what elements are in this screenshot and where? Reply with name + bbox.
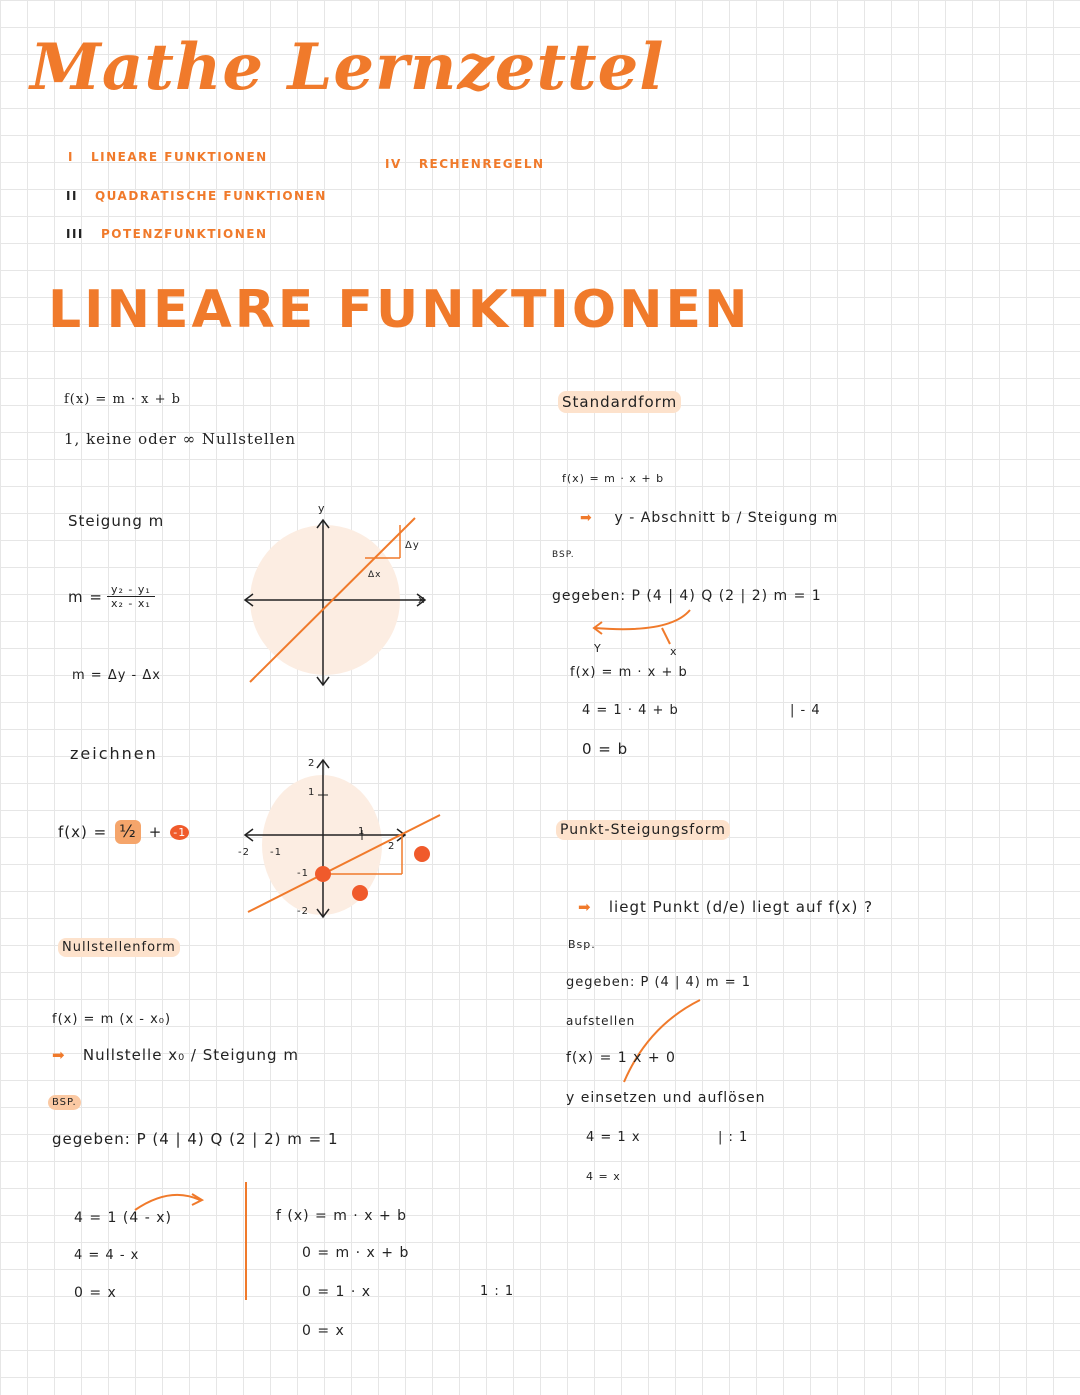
side-op-right: | - 4 [790, 703, 821, 718]
slope-numerator: y₂ - y₁ [107, 583, 155, 597]
draw-prefix: f(x) = [58, 823, 108, 841]
toc-item-3 [66, 227, 268, 241]
calc-right-1: f(x) = m · x + b [570, 665, 688, 680]
marker-dot-2 [414, 846, 430, 862]
toc-label: QUADRATISCHE FUNKTIONEN [94, 189, 327, 203]
toc-label: POTENZFUNKTIONEN [100, 227, 268, 241]
toc-item-1 [68, 150, 268, 164]
graph2-y1: 1 [308, 787, 316, 798]
standard-note: ➡ y - Abschnitt b / Steigung m [580, 510, 839, 526]
calc-a-1: 4 = 1 (4 - x) [74, 1210, 172, 1226]
slope-delta: m = Δy - Δx [72, 668, 161, 683]
side-op-right-2: | : 1 [718, 1130, 749, 1145]
draw-frac: ½ [115, 820, 140, 844]
slope-prefix: m = [68, 587, 103, 606]
point-question: ➡ liegt Punkt (d/e) liegt auf f(x) ? [578, 898, 874, 916]
page-title: Mathe Lernzettel [30, 30, 665, 105]
slope-fraction [68, 583, 155, 610]
graph2-x1: 1 [358, 826, 366, 837]
graph1-y-label: y [318, 502, 326, 515]
standard-formula: f(x) = m · x + b [562, 472, 665, 485]
setup-arrow [618, 996, 708, 1086]
toc-item-2 [66, 189, 327, 203]
marker-dot-1 [352, 885, 368, 901]
draw-label: zeichnen [70, 744, 158, 763]
draw-plus: + [148, 823, 163, 841]
calc-right2-1: 4 = 1 x [586, 1130, 641, 1145]
bsp-label-right-2: Bsp. [568, 938, 596, 951]
linear-formula: f(x) = m · x + b [64, 392, 181, 407]
toc-num: II [66, 189, 78, 203]
toc-item-4 [385, 157, 545, 171]
graph1-dy-label: Δy [405, 540, 420, 551]
given-right-2: gegeben: P (4 | 4) m = 1 [566, 975, 752, 990]
given-left: gegeben: P (4 | 4) Q (2 | 2) m = 1 [52, 1130, 339, 1148]
slope-label: Steigung m [68, 512, 165, 530]
toc-num: I [68, 150, 74, 164]
toc-label: RECHENREGELN [418, 157, 545, 171]
x-marker: x [670, 645, 678, 658]
arrow-right-icon: ➡ [580, 510, 593, 526]
graph1-dx-label: Δx [368, 570, 382, 580]
standard-title: Standardform [558, 393, 681, 411]
insert-note: y einsetzen und auflösen [566, 1090, 766, 1106]
vertical-divider [245, 1182, 247, 1300]
calc-a-3: 0 = x [74, 1285, 117, 1301]
calc-b-4: 0 = x [302, 1323, 345, 1339]
graph2-x2: 2 [388, 841, 396, 852]
toc-num: IV [385, 157, 402, 171]
graph2-xm1: -1 [270, 847, 282, 858]
y-marker: Y [594, 642, 602, 655]
calc-b-1: f (x) = m · x + b [276, 1208, 408, 1224]
graph2-xm2: -2 [238, 847, 250, 858]
curved-arrow-icon [130, 1188, 210, 1218]
graph1-x-label: x [418, 593, 426, 606]
arrow-right-icon: ➡ [52, 1046, 66, 1064]
calc-right2-2: 4 = x [586, 1170, 621, 1183]
graph2 [240, 755, 450, 925]
draw-example [58, 820, 189, 844]
graph2-y2: 2 [308, 758, 316, 769]
draw-b: -1 [170, 825, 189, 840]
given-arrows [590, 606, 700, 646]
y-intercept-dot [315, 866, 331, 882]
bsp-label-right: BSP. [552, 550, 575, 560]
bsp-badge: BSP. [48, 1097, 81, 1108]
section-title: LINEARE FUNKTIONEN [48, 280, 751, 340]
graph1 [240, 510, 440, 690]
calc-b-3: 0 = 1 · x [302, 1284, 372, 1300]
point-slope-title: Punkt-Steigungsform [556, 822, 730, 838]
calc-b-2: 0 = m · x + b [302, 1245, 410, 1261]
slope-denominator: x₂ - x₁ [110, 597, 151, 610]
calc-a-2: 4 = 4 - x [74, 1248, 140, 1263]
zero-form-title: Nullstellenform [58, 940, 180, 955]
calc-right-3: 0 = b [582, 740, 629, 758]
ratio-left: 1 : 1 [480, 1284, 515, 1299]
toc-label: LINEARE FUNKTIONEN [91, 150, 268, 164]
zeros-note: 1, keine oder ∞ Nullstellen [64, 430, 296, 448]
toc-num: III [66, 227, 84, 241]
zero-form: f(x) = m (x - x₀) [52, 1012, 172, 1027]
calc-right-2: 4 = 1 · 4 + b [582, 703, 679, 718]
setup-equation: f(x) = 1 x + 0 [566, 1050, 676, 1066]
given-right: gegeben: P (4 | 4) Q (2 | 2) m = 1 [552, 588, 822, 604]
arrow-right-icon: ➡ [578, 898, 592, 916]
graph2-ym2: -2 [297, 906, 309, 917]
graph2-ym1: -1 [297, 868, 309, 879]
zero-form-note: ➡ Nullstelle x₀ / Steigung m [52, 1046, 299, 1064]
setup-label: aufstellen [566, 1014, 636, 1028]
